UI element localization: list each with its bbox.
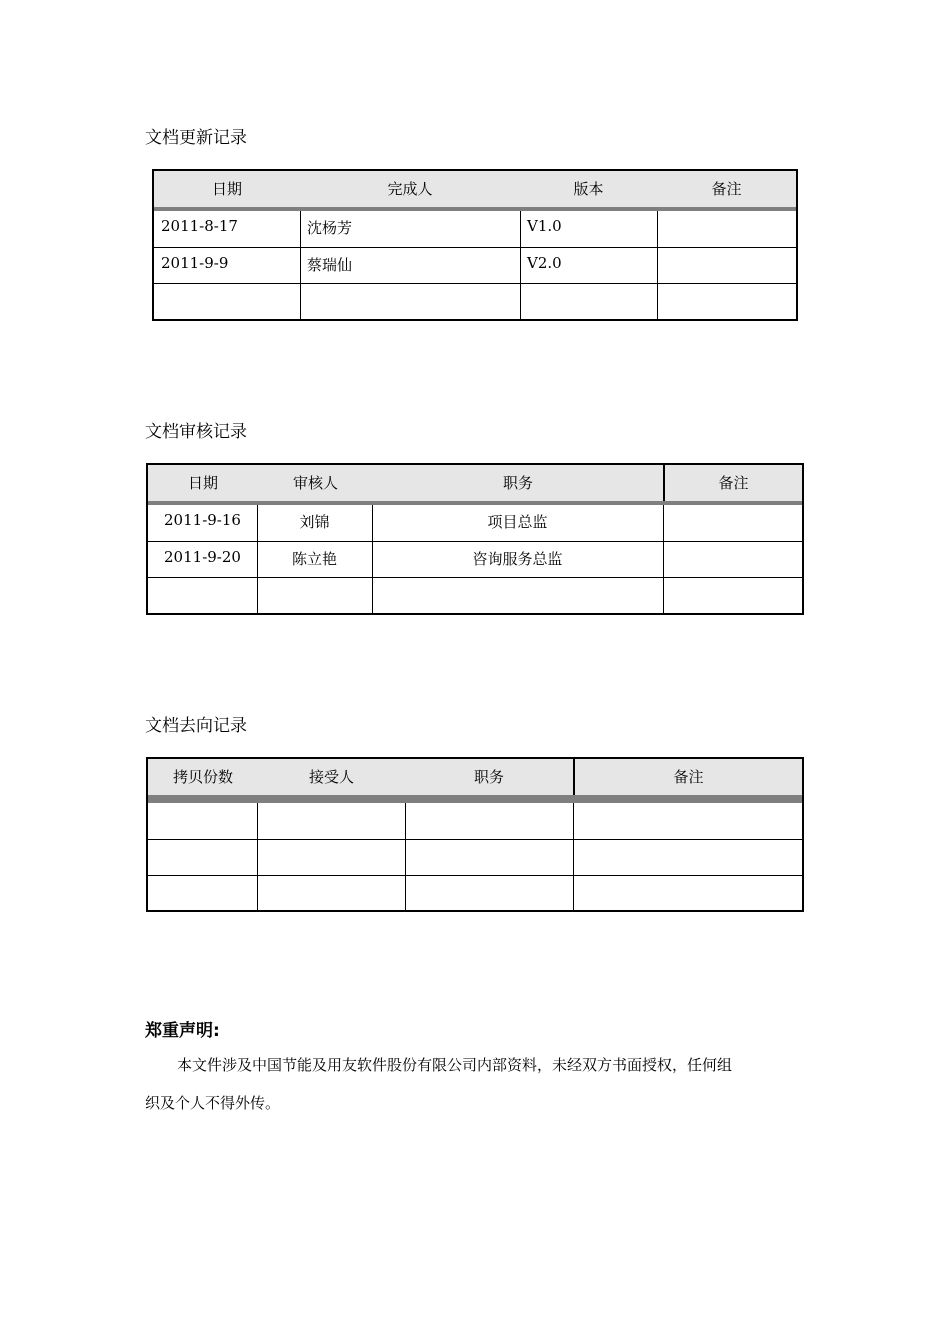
header-copies: 拷贝份数 <box>172 768 233 786</box>
header-recipient: 接受人 <box>308 768 354 786</box>
table-row <box>154 283 796 319</box>
cell-copies <box>148 876 257 910</box>
declaration-title: 郑重声明: <box>145 1021 220 1041</box>
header-version: 版本 <box>573 180 604 198</box>
table-row <box>148 839 802 875</box>
cell-date: 2011-9-20 <box>164 548 241 566</box>
review-record-title: 文档审核记录 <box>145 422 247 442</box>
cell-author: 沈杨芳 <box>307 219 353 237</box>
table-body <box>148 505 802 613</box>
cell-position: 项目总监 <box>487 513 548 531</box>
table-header <box>154 171 796 209</box>
header-position: 职务 <box>473 768 504 786</box>
cell-notes <box>663 542 802 577</box>
header-position: 职务 <box>502 474 533 492</box>
table-row <box>148 577 802 613</box>
cell-reviewer <box>257 578 372 613</box>
update-record-title: 文档更新记录 <box>145 128 247 148</box>
cell-date <box>148 578 257 613</box>
cell-notes <box>573 840 802 875</box>
header-date: 日期 <box>187 474 218 492</box>
header-notes: 备注 <box>673 768 704 786</box>
cell-date <box>154 284 300 319</box>
cell-notes <box>573 803 802 839</box>
cell-date: 2011-9-9 <box>161 254 229 272</box>
cell-author: 蔡瑞仙 <box>307 256 353 274</box>
cell-author <box>300 284 520 319</box>
cell-recipient <box>257 876 405 910</box>
cell-date: 2011-8-17 <box>161 217 238 235</box>
table-row <box>148 505 802 541</box>
distribution-record-title: 文档去向记录 <box>145 716 247 736</box>
cell-recipient <box>257 803 405 839</box>
table-header <box>148 465 802 503</box>
cell-copies <box>148 803 257 839</box>
table-header <box>148 759 802 797</box>
header-author: 完成人 <box>387 180 433 198</box>
header-notes: 备注 <box>711 180 742 198</box>
table-body <box>154 211 796 319</box>
cell-notes <box>573 876 802 910</box>
review-record-table <box>146 463 804 615</box>
cell-notes <box>663 505 802 541</box>
cell-reviewer: 陈立艳 <box>291 550 337 568</box>
cell-notes <box>657 248 796 283</box>
header-date: 日期 <box>211 180 242 198</box>
cell-copies <box>148 840 257 875</box>
cell-position <box>372 578 663 613</box>
header-notes: 备注 <box>718 474 749 492</box>
cell-notes <box>657 284 796 319</box>
cell-notes <box>663 578 802 613</box>
cell-version: V2.0 <box>527 254 562 272</box>
cell-reviewer: 刘锦 <box>299 513 330 531</box>
declaration-line-2: 织及个人不得外传。 <box>145 1094 281 1112</box>
table-body <box>148 803 802 910</box>
update-record-table <box>152 169 798 321</box>
cell-position <box>405 840 573 875</box>
table-row <box>154 247 796 283</box>
table-row <box>148 875 802 910</box>
header-shadow <box>148 795 802 803</box>
cell-date: 2011-9-16 <box>164 511 241 529</box>
header-reviewer: 审核人 <box>292 474 338 492</box>
table-row <box>148 803 802 839</box>
table-row <box>148 541 802 577</box>
cell-position <box>405 803 573 839</box>
distribution-record-table <box>146 757 804 912</box>
declaration-line-1: 本文件涉及中国节能及用友软件股份有限公司内部资料，未经双方书面授权，任何组 <box>177 1056 733 1074</box>
cell-position <box>405 876 573 910</box>
table-row <box>154 211 796 247</box>
cell-recipient <box>257 840 405 875</box>
cell-notes <box>657 211 796 247</box>
cell-version: V1.0 <box>527 217 562 235</box>
cell-version <box>520 284 657 319</box>
cell-position: 咨询服务总监 <box>472 550 563 568</box>
